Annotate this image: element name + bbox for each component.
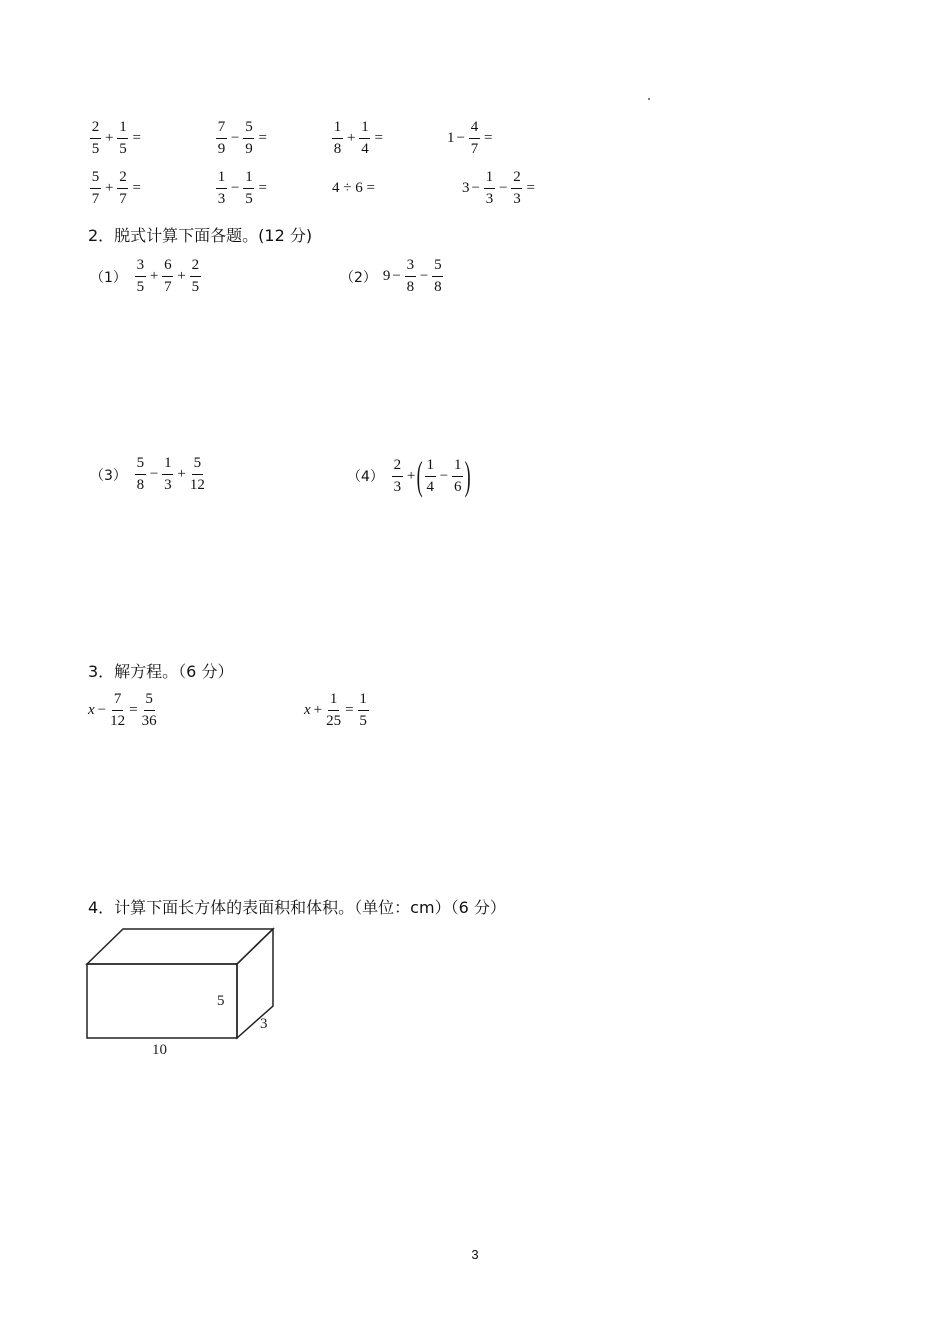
q2-problem-2: （2） 9 − $\frac{3}{8}$ − $\frac{5}{8}$	[340, 257, 442, 295]
q2-problem-3: （3） $\frac{5}{8}$ − $\frac{1}{3}$ + $\frac{5}{12}$	[90, 455, 205, 493]
q1-r2-item4: 3 − $\frac{1}{3}$ − $\frac{2}{3}$ =	[462, 169, 535, 207]
width-label: 3	[260, 1016, 268, 1032]
q2-problem-4: （4） $\frac{2}{3}$ + ( $\frac{1}{4}$ − $\frac{1}{6}$ )	[347, 453, 471, 498]
q1-r1-item1: $\frac{2}{5}$ + $\frac{1}{5}$ =	[91, 119, 141, 157]
cuboid-top-face	[87, 929, 273, 964]
length-label: 10	[152, 1042, 167, 1058]
q2-heading: 2．脱式计算下面各题。(12 分)	[88, 226, 313, 245]
q3-equation-1: x − $\frac{7}{12}$ = $\frac{5}{36}$	[88, 691, 157, 729]
q3-heading: 3．解方程。（6 分）	[88, 662, 234, 681]
stray-dot	[648, 98, 650, 100]
cuboid-side-face	[237, 929, 273, 1038]
q2-problem-1: （1） $\frac{3}{5}$ + $\frac{6}{7}$ + $\frac{2}{5}$	[90, 257, 200, 295]
cuboid-figure	[80, 922, 290, 1062]
q1-r1-item2: $\frac{7}{9}$ − $\frac{5}{9}$ =	[217, 119, 267, 157]
cuboid-front-face	[87, 964, 237, 1038]
q1-r1-item4: 1 − $\frac{4}{7}$ =	[447, 119, 493, 157]
q4-heading: 4．计算下面长方体的表面积和体积。（单位：cm）（6 分）	[88, 898, 506, 917]
q1-r2-item2: $\frac{1}{3}$ − $\frac{1}{5}$ =	[217, 169, 267, 207]
q1-r1-item3: $\frac{1}{8}$ + $\frac{1}{4}$ =	[333, 119, 383, 157]
q3-equation-2: x + $\frac{1}{25}$ = $\frac{1}{5}$	[304, 691, 367, 729]
left-paren: (	[417, 453, 424, 498]
q1-r2-item1: $\frac{5}{7}$ + $\frac{2}{7}$ =	[91, 169, 141, 207]
right-paren: )	[464, 453, 471, 498]
height-label: 5	[217, 993, 225, 1009]
page-number: 3	[471, 1247, 479, 1262]
q1-r2-item3: 4 ÷ 6 =	[332, 180, 375, 196]
